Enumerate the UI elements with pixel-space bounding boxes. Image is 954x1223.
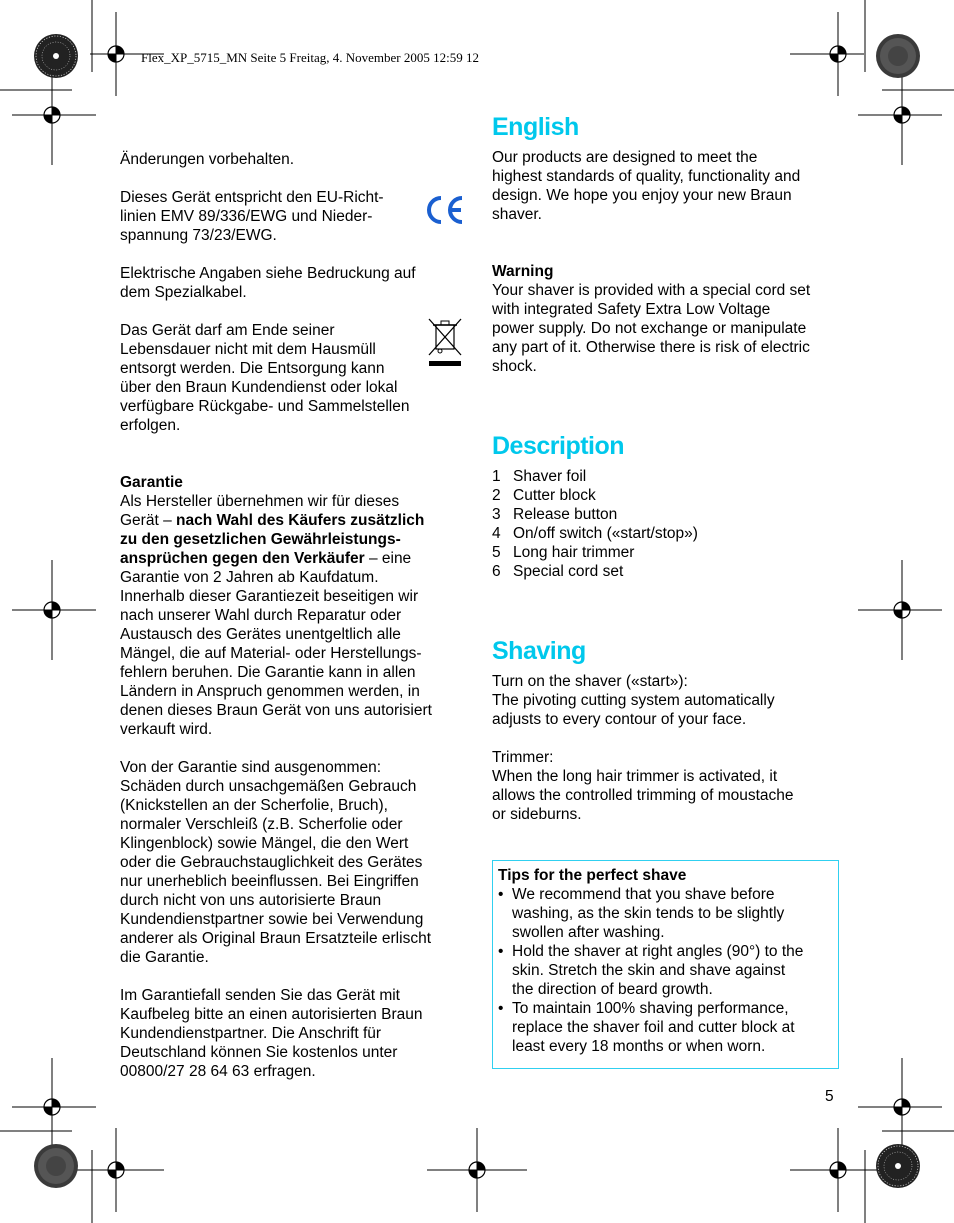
page-number: 5: [825, 1088, 834, 1105]
ce-line: spannung 73/23/EWG.: [120, 227, 277, 244]
weee-line: über den Braun Kundendienst oder lokal: [120, 379, 398, 396]
intro-line: design. We hope you enjoy your new Braun: [492, 187, 792, 204]
exclusion-line: Schäden durch unsachgemäßen Gebrauch: [120, 778, 417, 795]
tip-item: • To maintain 100% shaving performance, replace the shaver foil and cutter block at least every 18 months or when worn.: [498, 1000, 795, 1055]
exclusion-line: die Garantie.: [120, 949, 209, 966]
ce-section: [120, 188, 465, 245]
warranty-claim-line: Im Garantiefall senden Sie das Gerät mit: [120, 987, 400, 1004]
description-list: [492, 467, 837, 581]
list-item: 5 Long hair trimmer: [492, 544, 635, 561]
intro-line: shaver.: [492, 206, 542, 223]
garantie-line: verkauft wird.: [120, 721, 213, 738]
garantie-line: denen dieses Braun Gerät von uns autorisiert: [120, 702, 432, 719]
trimmer-line: or sideburns.: [492, 806, 582, 823]
warranty-claim-line: 00800/27 28 64 63 erfragen.: [120, 1063, 316, 1080]
shaving-heading: Shaving: [492, 637, 586, 665]
garantie-line: Ländern in Anspruch genommen werden, in: [120, 683, 420, 700]
warning-line: Your shaver is provided with a special cord set: [492, 282, 811, 299]
list-item: 6 Special cord set: [492, 563, 624, 580]
tip-item: • We recommend that you shave before washing, as the skin tends to be slightly swollen after washing.: [498, 886, 785, 941]
intro-line: Our products are designed to meet the: [492, 149, 758, 166]
ce-line: Dieses Gerät entspricht den EU-Richt-: [120, 189, 384, 206]
crossed-bin-icon: [425, 317, 465, 367]
warranty-claim-line: Kaufbeleg bitte an einen autorisierten Braun: [120, 1006, 423, 1023]
electrical-note: Elektrische Angaben siehe Bedruckung auf: [120, 265, 416, 282]
exclusion-line: normaler Verschleiß (z.B. Scherfolie oder: [120, 816, 403, 833]
list-item: 2 Cutter block: [492, 487, 596, 504]
weee-line: Das Gerät darf am Ende seiner: [120, 322, 335, 339]
list-item: 3 Release button: [492, 506, 618, 523]
changes-note: Änderungen vorbehalten.: [120, 151, 295, 168]
warning-title: Warning: [492, 263, 554, 280]
weee-line: Lebensdauer nicht mit dem Hausmüll: [120, 341, 376, 358]
garantie-line: nach unserer Wahl durch Reparatur oder: [120, 607, 402, 624]
exclusion-line: Kundendienstpartner sowie bei Verwendung: [120, 911, 424, 928]
exclusion-line: oder die Gebrauchstauglichkeit des Gerätes: [120, 854, 423, 871]
left-column: [120, 150, 465, 1081]
shaving-line: Turn on the shaver («start»):: [492, 673, 688, 690]
electrical-note: dem Spezialkabel.: [120, 284, 247, 301]
ce-line: linien EMV 89/336/EWG und Nieder-: [120, 208, 373, 225]
tip-item: • Hold the shaver at right angles (90°) to the skin. Stretch the skin and shave against the direction of beard growth.: [498, 943, 804, 998]
garantie-line: fehlern beruhen. Die Garantie kann in allen: [120, 664, 416, 681]
garantie-line: Mängel, die auf Material- oder Herstellungs-: [120, 645, 422, 662]
trimmer-line: Trimmer:: [492, 749, 554, 766]
warranty-claim-line: Deutschland können Sie kostenlos unter: [120, 1044, 398, 1061]
weee-line: entsorgt werden. Die Entsorgung kann: [120, 360, 385, 377]
warning-line: shock.: [492, 358, 537, 375]
weee-section: [120, 321, 465, 435]
exclusion-line: (Knickstellen an der Scherfolie, Bruch),: [120, 797, 388, 814]
garantie-line: Gerät – nach Wahl des Käufers zusätzlich: [120, 512, 425, 529]
garantie-title: Garantie: [120, 474, 183, 491]
right-column: [492, 112, 837, 1069]
warning-line: with integrated Safety Extra Low Voltage: [492, 301, 771, 318]
garantie-line: Innerhalb dieser Garantiezeit beseitigen wir: [120, 588, 419, 605]
exclusion-line: durch nicht von uns autorisierte Braun: [120, 892, 382, 909]
list-item: 1 Shaver foil: [492, 468, 587, 485]
intro-line: highest standards of quality, functionality and: [492, 168, 801, 185]
garantie-line: Garantie von 2 Jahren ab Kaufdatum.: [120, 569, 379, 586]
warning-line: power supply. Do not exchange or manipulate: [492, 320, 807, 337]
garantie-line: Als Hersteller übernehmen wir für dieses: [120, 493, 400, 510]
ce-mark-icon: [423, 194, 465, 226]
trimmer-line: When the long hair trimmer is activated, it: [492, 768, 778, 785]
description-heading: Description: [492, 432, 625, 460]
list-item: 4 On/off switch («start/stop»): [492, 525, 698, 542]
english-heading: English: [492, 113, 579, 141]
exclusion-line: Von der Garantie sind ausgenommen:: [120, 759, 382, 776]
garantie-line: zu den gesetzlichen Gewährleistungs-: [120, 531, 401, 548]
shaving-line: adjusts to every contour of your face.: [492, 711, 747, 728]
tips-box: [492, 860, 839, 1069]
weee-line: verfügbare Rückgabe- und Sammelstellen: [120, 398, 410, 415]
exclusion-line: anderer als Original Braun Ersatzteile erlischt: [120, 930, 431, 947]
shaving-line: The pivoting cutting system automatically: [492, 692, 775, 709]
trimmer-line: allows the controlled trimming of moustache: [492, 787, 794, 804]
weee-line: erfolgen.: [120, 417, 181, 434]
garantie-line: ansprüchen gegen den Verkäufer – eine: [120, 550, 412, 567]
exclusion-line: Klingenblock) sowie Mängel, die den Wert: [120, 835, 409, 852]
tips-title: Tips for the perfect shave: [498, 867, 687, 884]
exclusion-line: nur unerheblich beeinflussen. Bei Eingriffen: [120, 873, 419, 890]
warning-line: any part of it. Otherwise there is risk of electric: [492, 339, 810, 356]
print-slug: Flex_XP_5715_MN Seite 5 Freitag, 4. November 2005 12:59 12: [141, 50, 479, 65]
warranty-claim-line: Kundendienstpartner. Die Anschrift für: [120, 1025, 382, 1042]
garantie-line: Austausch des Gerätes unentgeltlich alle: [120, 626, 401, 643]
